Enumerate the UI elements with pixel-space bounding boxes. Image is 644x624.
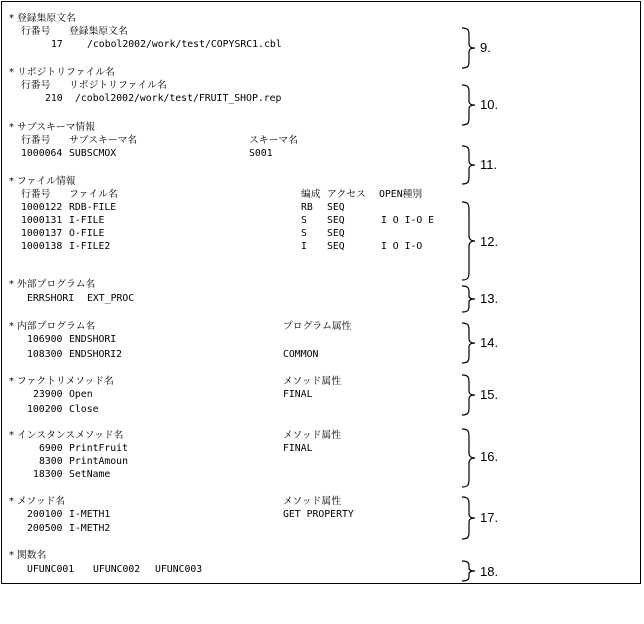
data-row: [21, 509, 354, 521]
brace-10: [460, 84, 478, 126]
line-number: 1000131: [21, 215, 63, 226]
line-number: 1000138: [21, 241, 63, 252]
organization: S: [301, 228, 307, 239]
line-number: 23900: [33, 389, 63, 400]
method-name: Close: [69, 404, 99, 415]
section-number-10: 10.: [480, 97, 499, 112]
method-name: PrintFruit: [69, 443, 128, 454]
file-name: I-FILE2: [69, 241, 111, 252]
section-heading: * サブスキーマ情報: [9, 122, 95, 133]
method-name: Open: [69, 389, 93, 400]
line-number: 8300: [39, 456, 63, 467]
brace-9: [460, 27, 478, 69]
line-number: 1000137: [21, 228, 63, 239]
data-row: [21, 334, 117, 346]
section-number-17: 17.: [480, 510, 499, 525]
access: SEQ: [327, 228, 345, 239]
section-heading: * メソッド名: [9, 496, 66, 507]
organization: I: [301, 241, 307, 252]
data-row: [21, 523, 111, 535]
listing-frame: [1, 1, 641, 584]
section-heading: * 登録集原文名: [9, 13, 76, 24]
line-number: 18300: [33, 469, 63, 480]
line-number: 1000122: [21, 202, 63, 213]
data-row: [21, 349, 319, 361]
function-name: UFUNC001: [27, 564, 75, 575]
file-name: I-FILE: [69, 215, 105, 226]
attribute-header: メソッド属性: [283, 376, 341, 387]
open-mode: I O I-O: [381, 241, 423, 252]
line-number: 200500: [27, 523, 63, 534]
col-subschema-name: サブスキーマ名: [69, 135, 138, 146]
data-row: [21, 404, 99, 416]
subschema-name: SUBSCMOX: [69, 148, 117, 159]
line-number: 210: [45, 93, 63, 104]
section-heading: * 関数名: [9, 550, 47, 561]
section-number-9: 9.: [480, 40, 491, 55]
line-number: 17: [51, 39, 63, 50]
organization: RB: [301, 202, 313, 213]
col-repository-name: リポジトリファイル名: [69, 80, 167, 91]
data-row: [21, 389, 313, 401]
brace-16: [460, 428, 478, 488]
access: SEQ: [327, 202, 345, 213]
col-organization: 編成: [301, 189, 321, 200]
line-number: 106900: [27, 334, 63, 345]
column-header-row: [21, 80, 167, 92]
section-number-18: 18.: [480, 564, 499, 579]
data-row: [21, 469, 111, 481]
data-row: [21, 443, 313, 455]
file-name: O-FILE: [69, 228, 105, 239]
organization: S: [301, 215, 307, 226]
program-name: EXT_PROC: [87, 293, 135, 304]
data-row: [21, 39, 282, 51]
col-line-no: 行番号: [21, 189, 51, 200]
brace-15: [460, 374, 478, 416]
method-name: SetName: [69, 469, 111, 480]
section-heading: * 内部プログラム名: [9, 321, 96, 332]
section-heading: * 外部プログラム名: [9, 279, 96, 290]
col-copy-name: 登録集原文名: [69, 26, 128, 37]
line-number: 200100: [27, 509, 63, 520]
program-name: ENDSHORI2: [69, 349, 123, 360]
data-row: [21, 456, 128, 468]
col-open-mode: OPEN種別: [379, 189, 423, 200]
col-file-name: ファイル名: [69, 189, 118, 200]
section-number-15: 15.: [480, 387, 499, 402]
brace-13: [460, 285, 478, 313]
section-number-11: 11.: [480, 157, 498, 172]
brace-17: [460, 496, 478, 540]
attribute-header: メソッド属性: [283, 430, 341, 441]
method-name: I-METH2: [69, 523, 111, 534]
method-name: I-METH1: [69, 509, 111, 520]
brace-14: [460, 322, 478, 364]
col-access: アクセス: [327, 189, 366, 200]
access: SEQ: [327, 241, 345, 252]
attribute-header: メソッド属性: [283, 496, 341, 507]
attribute-header: プログラム属性: [283, 321, 352, 332]
col-line-no: 行番号: [21, 26, 51, 37]
section-number-13: 13.: [480, 291, 499, 306]
data-row: [21, 148, 273, 160]
section-heading: * リポジトリファイル名: [9, 67, 115, 78]
brace-18: [460, 560, 478, 582]
schema-name: S001: [249, 148, 273, 159]
function-name: UFUNC003: [155, 564, 203, 575]
column-header-row: [21, 189, 423, 201]
column-header-row: [21, 26, 128, 38]
method-name: PrintAmoun: [69, 456, 128, 467]
data-row: [21, 564, 203, 576]
brace-12: [460, 201, 478, 281]
section-number-16: 16.: [480, 449, 499, 464]
line-number: 100200: [27, 404, 63, 415]
section-heading: * ファクトリメソッド名: [9, 376, 114, 387]
file-name: RDB-FILE: [69, 202, 117, 213]
function-name: UFUNC002: [93, 564, 141, 575]
col-line-no: 行番号: [21, 135, 51, 146]
data-row: [21, 293, 135, 305]
open-mode: I O I-O E: [381, 215, 435, 226]
table-row: [21, 241, 423, 253]
access: SEQ: [327, 215, 345, 226]
program-name: ERRSHORI: [27, 293, 75, 304]
repository-path: /cobol2002/work/test/FRUIT_SHOP.rep: [75, 93, 282, 104]
section-number-14: 14.: [480, 335, 499, 350]
data-row: [21, 93, 282, 105]
section-heading: * ファイル情報: [9, 176, 76, 187]
section-number-12: 12.: [480, 234, 499, 249]
method-attribute: GET PROPERTY: [283, 509, 354, 520]
program-name: ENDSHORI: [69, 334, 117, 345]
program-attribute: COMMON: [283, 349, 319, 360]
method-attribute: FINAL: [283, 389, 313, 400]
col-schema-name: スキーマ名: [249, 135, 298, 146]
table-row: [21, 202, 345, 214]
line-number: 1000064: [21, 148, 63, 159]
method-attribute: FINAL: [283, 443, 313, 454]
table-row: [21, 228, 345, 240]
brace-11: [460, 145, 478, 185]
section-heading: * インスタンスメソッド名: [9, 430, 124, 441]
col-line-no: 行番号: [21, 80, 51, 91]
copy-path: /cobol2002/work/test/COPYSRC1.cbl: [87, 39, 282, 50]
table-row: [21, 215, 435, 227]
column-header-row: [21, 135, 298, 147]
line-number: 108300: [27, 349, 63, 360]
line-number: 6900: [39, 443, 63, 454]
